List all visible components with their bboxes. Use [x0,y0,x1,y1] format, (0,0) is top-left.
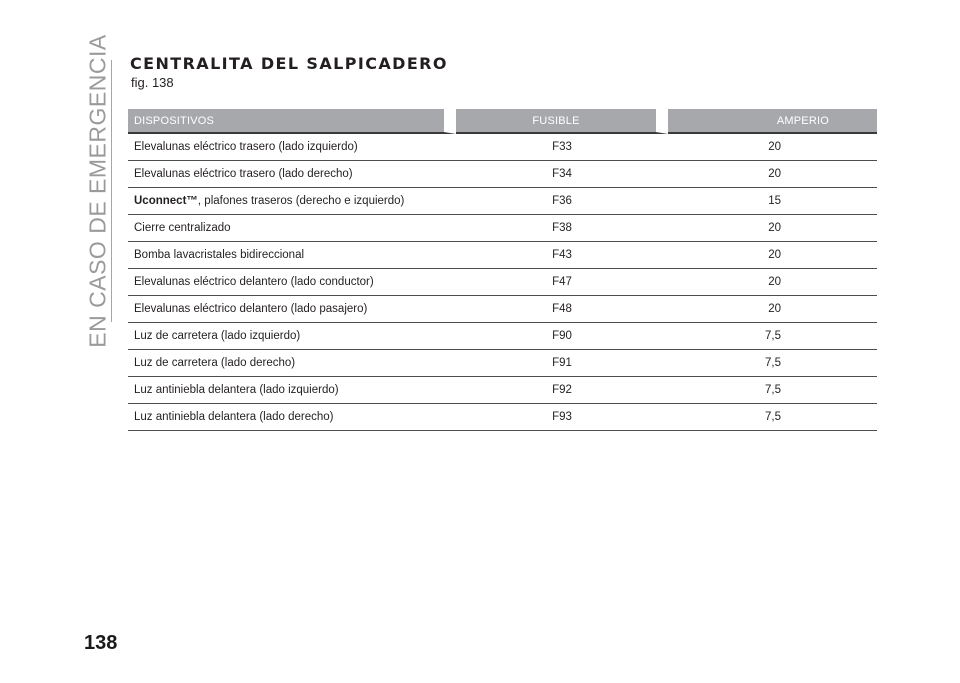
fuse-cell: F91 [456,350,668,377]
amperage-cell: 7,5 [668,404,877,431]
amperage-cell: 7,5 [668,350,877,377]
device-cell [128,161,456,188]
device-name: , plafones traseros (derecho e izquierdo) [197,195,405,207]
table-row [128,404,877,431]
fuse-cell: F38 [456,215,668,242]
fuse-table [128,109,877,431]
table-row [128,134,877,161]
device-cell [128,350,456,377]
table-row [128,377,877,404]
table-row [128,296,877,323]
device-cell [128,404,456,431]
fuse-cell: F93 [456,404,668,431]
fuse-cell: F47 [456,269,668,296]
device-name: Elevalunas eléctrico delantero (lado conductor) [134,276,374,288]
fuse-cell: F36 [456,188,668,215]
amperage-cell: 20 [668,134,877,161]
amperage-cell: 7,5 [668,323,877,350]
device-cell [128,377,456,404]
device-name: Luz antiniebla delantera (lado izquierdo) [134,384,339,396]
fuse-cell: F92 [456,377,668,404]
amperage-cell: 15 [668,188,877,215]
figure-reference: fig. 138 [131,75,174,90]
device-cell [128,188,456,215]
header-fuse: FUSIBLE [456,109,668,134]
device-name: Luz de carretera (lado izquierdo) [134,330,301,342]
device-name: Cierre centralizado [134,222,231,234]
device-cell [128,134,456,161]
side-divider [111,60,112,322]
table-row [128,323,877,350]
fuse-cell: F90 [456,323,668,350]
device-name: Luz de carretera (lado derecho) [134,357,296,369]
amperage-cell: 20 [668,161,877,188]
section-side-title [83,34,113,348]
table-row [128,188,877,215]
device-cell [128,296,456,323]
table-header-row [128,109,877,134]
device-name: Bomba lavacristales bidireccional [134,249,305,261]
device-name: Elevalunas eléctrico trasero (lado izquierdo) [134,141,358,153]
amperage-cell: 20 [668,296,877,323]
header-devices: DISPOSITIVOS [128,109,456,134]
amperage-cell: 20 [668,215,877,242]
table-row [128,215,877,242]
device-name: Luz antiniebla delantera (lado derecho) [134,411,334,423]
fuse-cell: F48 [456,296,668,323]
device-cell [128,242,456,269]
fuse-cell: F43 [456,242,668,269]
table-row [128,350,877,377]
fuse-cell: F33 [456,134,668,161]
table-row [128,242,877,269]
device-cell [128,269,456,296]
device-cell [128,323,456,350]
section-side-title-text: EN CASO DE EMERGENCIA [84,34,111,348]
table-row [128,161,877,188]
device-name: Elevalunas eléctrico trasero (lado derecho) [134,168,353,180]
amperage-cell: 7,5 [668,377,877,404]
amperage-cell: 20 [668,242,877,269]
table-row [128,269,877,296]
fuse-cell: F34 [456,161,668,188]
table-body [128,134,877,431]
header-amperage: AMPERIO [668,109,877,134]
device-name: Elevalunas eléctrico delantero (lado pasajero) [134,303,368,315]
page-number: 138 [84,632,118,654]
section-heading: CENTRALITA DEL SALPICADERO [130,54,448,73]
device-brand: Uconnect™ [134,195,198,207]
amperage-cell: 20 [668,269,877,296]
device-cell [128,215,456,242]
